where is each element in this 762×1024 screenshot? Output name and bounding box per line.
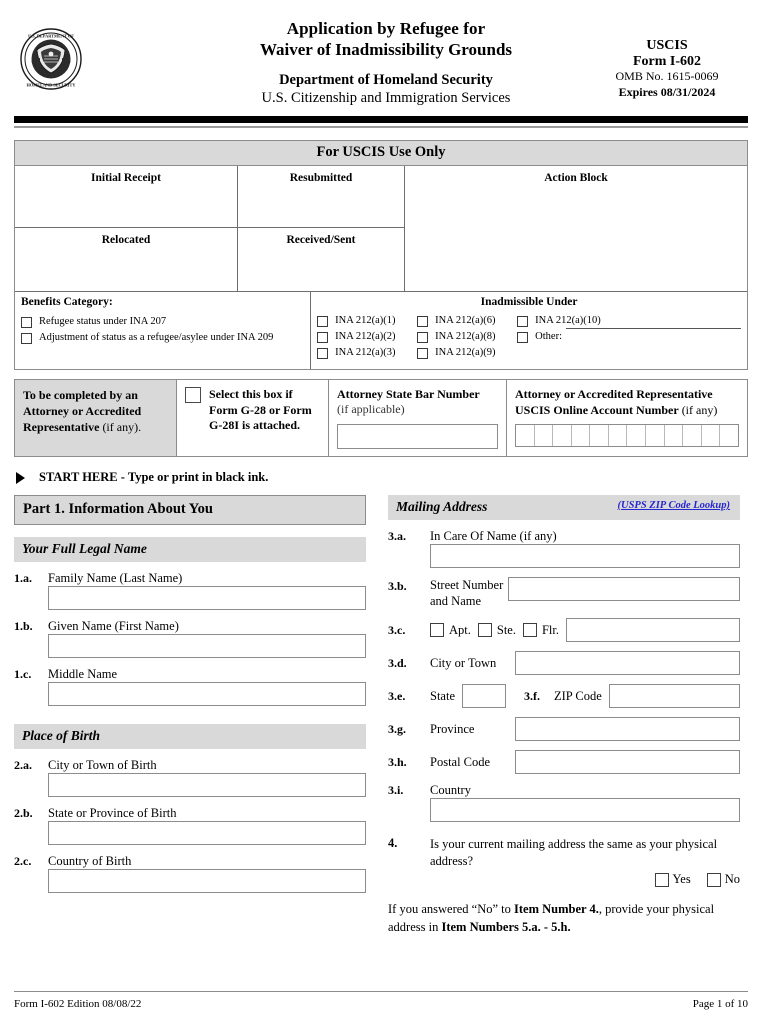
omb-number: OMB No. 1615-0069 <box>615 69 719 83</box>
country-of-birth-input[interactable] <box>48 869 366 893</box>
item-4-number: 4. <box>388 836 398 850</box>
flr-label: Flr. <box>541 622 560 637</box>
attorney-bar-number-sublabel: (if applicable) <box>337 402 405 416</box>
attorney-bar-number-cell <box>329 380 507 456</box>
action-block-label: Action Block <box>544 172 608 184</box>
inadmissible-option-row[interactable] <box>417 315 517 327</box>
inadmissible-option-label: INA 212(a)(9) <box>435 347 496 358</box>
form-meta-block <box>592 38 742 100</box>
benefits-option-row[interactable] <box>21 332 304 344</box>
benefits-category-title: Benefits Category: <box>21 296 113 308</box>
usps-zip-lookup-link[interactable]: (USPS ZIP Code Lookup) <box>617 500 730 511</box>
item-3g-label: Province <box>430 721 475 736</box>
checkbox-other[interactable] <box>517 332 528 343</box>
part-1-header: Part 1. Information About You <box>14 495 366 525</box>
footer-page-number: Page 1 of 10 <box>692 998 748 1010</box>
expiration-date: Expires 08/31/2024 <box>618 84 716 99</box>
left-column <box>14 495 366 936</box>
item-1a <box>14 571 366 610</box>
yes-label: Yes <box>672 872 691 886</box>
attorney-instruction-cell <box>15 380 177 456</box>
item-3g <box>388 717 740 741</box>
item-1b-number: 1.b. <box>14 619 33 633</box>
attorney-instruction-light: (if any). <box>99 420 142 434</box>
item-3c-number: 3.c. <box>388 622 406 637</box>
item-2b-label: State or Province of Birth <box>48 806 177 820</box>
account-digit-cell[interactable] <box>590 425 609 446</box>
mailing-address-section-header <box>388 495 740 520</box>
account-digit-cell[interactable] <box>553 425 572 446</box>
attorney-bar-number-input[interactable] <box>337 424 498 449</box>
checkbox-flr[interactable] <box>523 623 537 637</box>
attorney-instruction-bold: To be completed by an Attorney or Accredited Representative <box>23 388 142 434</box>
item-1b-label: Given Name (First Name) <box>48 619 179 633</box>
postal-code-input[interactable] <box>515 750 740 774</box>
item-2a <box>14 758 366 797</box>
account-digit-cell[interactable] <box>665 425 684 446</box>
checkbox-ina-212-a-1[interactable] <box>317 316 328 327</box>
inadmissible-option-label: INA 212(a)(3) <box>335 347 396 358</box>
zip-code-input[interactable] <box>609 684 740 708</box>
item-1b <box>14 619 366 658</box>
attorney-online-account-label: Attorney or Accredited Representative USCIS Online Account Number <box>515 387 713 417</box>
header-rule-thin <box>14 126 748 128</box>
benefits-category-section <box>15 292 311 369</box>
item-3e-number: 3.e. <box>388 688 406 703</box>
checkbox-refugee-status-207[interactable] <box>21 317 32 328</box>
department-name: Department of Homeland Security <box>279 72 493 88</box>
inadmissible-option-label: INA 212(a)(8) <box>435 331 496 342</box>
inadmissible-option-row[interactable] <box>517 315 741 327</box>
form-title-block <box>96 18 666 107</box>
item-4 <box>388 836 740 887</box>
inadmissible-option-label: INA 212(a)(10) <box>535 315 601 326</box>
account-digit-cell[interactable] <box>609 425 628 446</box>
province-input[interactable] <box>515 717 740 741</box>
item-2b-number: 2.b. <box>14 806 33 820</box>
checkbox-apt[interactable] <box>430 623 444 637</box>
checkbox-g28-attached[interactable] <box>185 387 201 403</box>
attorney-bar-number-label: Attorney State Bar Number <box>337 387 480 401</box>
initial-receipt-cell[interactable] <box>15 166 237 228</box>
city-of-birth-input[interactable] <box>48 773 366 797</box>
action-block-cell[interactable] <box>405 166 747 291</box>
checkbox-ina-212-a-9[interactable] <box>417 348 428 359</box>
item-3d <box>388 651 740 675</box>
item-1c-number: 1.c. <box>14 667 32 681</box>
g28-checkbox-label: Select this box if Form G-28 or Form G-28I is attached. <box>209 387 312 432</box>
account-digit-cell[interactable] <box>683 425 702 446</box>
item-3h-number: 3.h. <box>388 754 407 769</box>
in-care-of-name-input[interactable] <box>430 544 740 568</box>
checkbox-ina-212-a-10[interactable] <box>517 316 528 327</box>
item-3d-label: City or Town <box>430 655 497 670</box>
footer-divider <box>14 991 748 992</box>
item-3i <box>388 783 740 822</box>
item-3g-number: 3.g. <box>388 721 406 736</box>
item-3i-number: 3.i. <box>388 783 404 797</box>
benefits-option-label: Adjustment of status as a refugee/asylee under INA 209 <box>39 332 274 343</box>
item-2c-label: Country of Birth <box>48 854 132 868</box>
item-1a-number: 1.a. <box>14 571 32 585</box>
item-2c <box>14 854 366 893</box>
item-3e-label: State <box>430 688 455 703</box>
uscis-use-only-title: For USCIS Use Only <box>15 141 747 166</box>
resubmitted-cell[interactable] <box>238 166 404 228</box>
relocated-cell[interactable] <box>15 228 237 290</box>
state-input[interactable] <box>462 684 506 708</box>
inadmissible-option-row[interactable] <box>317 315 417 327</box>
svg-text:U.S. DEPARTMENT OF: U.S. DEPARTMENT OF <box>28 33 74 39</box>
inadmissible-option-row[interactable] <box>317 331 417 343</box>
item-3h-label: Postal Code <box>430 754 491 769</box>
item-3c <box>388 618 740 642</box>
item-1a-label: Family Name (Last Name) <box>48 571 183 585</box>
resubmitted-label: Resubmitted <box>289 172 353 184</box>
other-write-in-input[interactable] <box>566 328 741 329</box>
checkbox-yes[interactable] <box>655 873 669 887</box>
full-legal-name-section-header: Your Full Legal Name <box>14 537 366 562</box>
account-digit-cell[interactable] <box>720 425 738 446</box>
inadmissible-column-2 <box>417 315 517 363</box>
start-here-label: START HERE - Type or print in black ink. <box>39 470 269 484</box>
dhs-seal-icon <box>20 28 82 90</box>
attorney-online-account-cell <box>507 380 747 456</box>
inadmissible-option-label: INA 212(a)(2) <box>335 331 396 342</box>
given-name-input[interactable] <box>48 634 366 658</box>
item-3f-label: ZIP Code <box>554 688 602 703</box>
relocated-label: Relocated <box>101 234 151 246</box>
family-name-input[interactable] <box>48 586 366 610</box>
place-of-birth-section-header: Place of Birth <box>14 724 366 749</box>
right-column <box>388 495 740 936</box>
attorney-online-account-input[interactable] <box>515 424 739 447</box>
apt-label: Apt. <box>449 622 471 637</box>
checkbox-adjustment-209[interactable] <box>21 333 32 344</box>
uscis-label: USCIS <box>646 38 688 53</box>
inadmissible-other-row[interactable] <box>517 331 741 343</box>
mailing-address-title: Mailing Address <box>396 499 488 514</box>
item-3h <box>388 750 740 774</box>
inadmissible-option-row[interactable] <box>417 347 517 359</box>
form-header <box>14 0 748 110</box>
item-2a-number: 2.a. <box>14 758 32 772</box>
account-digit-cell[interactable] <box>535 425 554 446</box>
item-3b-label-line1: Street Number <box>430 578 504 592</box>
benefits-inadmissible-row <box>15 291 747 369</box>
inadmissible-column-3 <box>517 315 741 363</box>
checkbox-ste[interactable] <box>478 623 492 637</box>
item-4-note <box>388 900 740 936</box>
item-3f-number: 3.f. <box>524 688 540 703</box>
ste-label: Ste. <box>496 622 516 637</box>
account-digit-cell[interactable] <box>627 425 646 446</box>
account-digit-cell[interactable] <box>646 425 665 446</box>
initial-receipt-label: Initial Receipt <box>91 172 161 184</box>
inadmissible-option-row[interactable] <box>317 347 417 359</box>
item-1c <box>14 667 366 706</box>
item-3a-number: 3.a. <box>388 529 406 543</box>
note-bold-item-number-4: Item Number 4. <box>514 902 599 916</box>
item-3b-number: 3.b. <box>388 579 407 593</box>
g28-checkbox-cell[interactable] <box>177 380 329 456</box>
benefits-option-row[interactable] <box>21 316 304 328</box>
attorney-section <box>14 379 748 457</box>
checkbox-ina-212-a-2[interactable] <box>317 332 328 343</box>
checkbox-no[interactable] <box>707 873 721 887</box>
unit-number-input[interactable] <box>566 618 740 642</box>
checkbox-ina-212-a-6[interactable] <box>417 316 428 327</box>
item-4-answer-row <box>388 872 740 887</box>
svg-text:HOMELAND SECURITY: HOMELAND SECURITY <box>26 82 76 88</box>
inadmissible-option-row[interactable] <box>417 331 517 343</box>
received-sent-label: Received/Sent <box>286 234 356 246</box>
start-here-banner <box>14 470 748 485</box>
form-number: Form I-602 <box>632 53 702 69</box>
item-4-question: Is your current mailing address the same as your physical address? <box>430 837 718 868</box>
item-3a <box>388 529 740 568</box>
note-text-part-2: , provide your physical address in <box>388 902 715 934</box>
street-number-name-input[interactable] <box>508 577 740 601</box>
checkbox-ina-212-a-8[interactable] <box>417 332 428 343</box>
state-of-birth-input[interactable] <box>48 821 366 845</box>
inadmissible-under-section <box>311 292 747 369</box>
inadmissible-other-label: Other: <box>535 331 562 342</box>
item-3a-label: In Care Of Name (if any) <box>430 529 557 543</box>
footer-form-edition: Form I-602 Edition 08/08/22 <box>14 998 142 1010</box>
account-digit-cell[interactable] <box>516 425 535 446</box>
uscis-use-only-table <box>14 140 748 370</box>
inadmissible-option-label: INA 212(a)(1) <box>335 315 396 326</box>
country-input[interactable] <box>430 798 740 822</box>
received-sent-cell[interactable] <box>238 228 404 290</box>
triangle-right-icon <box>16 472 25 484</box>
account-digit-cell[interactable] <box>572 425 591 446</box>
form-title-line-2: Waiver of Inadmissibility Grounds <box>259 40 513 59</box>
form-footer <box>14 991 748 1010</box>
item-3i-label: Country <box>430 783 471 797</box>
note-text-part-1: If you answered “No” to <box>388 902 514 916</box>
item-1c-label: Middle Name <box>48 667 118 681</box>
no-label: No <box>724 872 740 886</box>
header-rule-thick <box>14 116 748 123</box>
form-title-line-1: Application by Refugee for <box>286 19 486 38</box>
inadmissible-option-label: INA 212(a)(6) <box>435 315 496 326</box>
attorney-online-account-sublabel: (if any) <box>678 402 718 417</box>
checkbox-ina-212-a-3[interactable] <box>317 348 328 359</box>
item-2b <box>14 806 366 845</box>
item-3b <box>388 577 740 609</box>
item-2a-label: City or Town of Birth <box>48 758 157 772</box>
benefits-option-label: Refugee status under INA 207 <box>39 316 167 327</box>
inadmissible-under-title: Inadmissible Under <box>480 296 578 308</box>
city-or-town-input[interactable] <box>515 651 740 675</box>
item-3d-number: 3.d. <box>388 655 407 670</box>
note-bold-item-numbers-5: Item Numbers 5.a. - 5.h. <box>441 920 571 934</box>
account-digit-cell[interactable] <box>702 425 721 446</box>
item-3e-3f <box>388 684 740 708</box>
middle-name-input[interactable] <box>48 682 366 706</box>
item-3b-label-line2: and Name <box>430 594 482 608</box>
agency-name: U.S. Citizenship and Immigration Services <box>261 90 511 106</box>
inadmissible-column-1 <box>317 315 417 363</box>
item-2c-number: 2.c. <box>14 854 32 868</box>
